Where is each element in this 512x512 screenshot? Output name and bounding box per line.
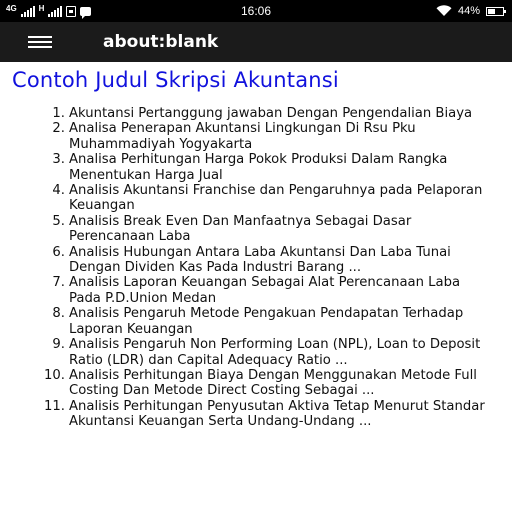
list-item-number: 11. (44, 398, 65, 414)
hamburger-menu-icon[interactable] (28, 36, 52, 48)
list-item-text: Analisis Perhitungan Biaya Dengan Menggunakan Metode Full Costing Dan Metode Direct Costing Sebagai ... (69, 367, 477, 399)
list-item (0, 214, 512, 245)
list-item-number: 6. (52, 244, 65, 260)
status-time: 16:06 (240, 4, 272, 18)
list-item-number: 10. (44, 367, 65, 383)
list-item (0, 121, 512, 152)
list-item-number: 3. (52, 152, 65, 168)
list-item-number: 2. (52, 121, 65, 137)
list-item-text: Analisis Perhitungan Penyusutan Aktiva Tetap Menurut Standar Akuntansi Keuangan Serta Undang-Undang ... (69, 398, 485, 430)
list-item (0, 275, 512, 306)
list-item-text: Analisis Break Even Dan Manfaatnya Sebagai Dasar Perencanaan Laba (69, 213, 412, 245)
list-item-number: 1. (52, 106, 65, 121)
list-item-text: Analisis Pengaruh Non Performing Loan (NPL), Loan to Deposit Ratio (LDR) dan Capital Adequacy Ratio ... (69, 337, 481, 368)
page-heading: Contoh Judul Skripsi Akuntansi (12, 68, 339, 92)
list-item-text: Analisa Penerapan Akuntansi Lingkungan Di Rsu Pku Muhammadiyah Yogyakarta (69, 121, 416, 152)
list-item (0, 183, 512, 214)
list-item (0, 306, 512, 337)
app-bar (0, 22, 512, 62)
list-item (0, 245, 512, 276)
status-bar (0, 0, 512, 22)
wifi-icon (436, 5, 452, 17)
list-item-text: Analisis Laporan Keuangan Sebagai Alat Perencanaan Laba Pada P.D.Union Medan (69, 275, 461, 306)
battery-icon (486, 7, 504, 16)
list-item-number: 7. (52, 275, 65, 291)
status-right (436, 0, 504, 22)
network-type-1: 4G (6, 3, 17, 13)
list-item-text: Akuntansi Pertanggung jawaban Dengan Pengendalian Biaya (69, 106, 473, 121)
list-item-number: 4. (52, 183, 65, 199)
web-content (0, 62, 512, 512)
list-item (0, 399, 512, 430)
list-item-text: Analisa Perhitungan Harga Pokok Produksi Dalam Rangka Menentukan Harga Jual (69, 152, 448, 183)
list-item-number: 8. (52, 306, 65, 322)
list-item-number: 5. (52, 213, 65, 229)
list-item-text: Analisis Pengaruh Metode Pengakuan Pendapatan Terhadap Laporan Keuangan (69, 306, 464, 337)
list-item (0, 337, 512, 368)
network-type-2: H (38, 3, 45, 13)
list-item (0, 368, 512, 399)
battery-percent: 44% (457, 5, 480, 17)
list-item-text: Analisis Akuntansi Franchise dan Pengaruhnya pada Pelaporan Keuangan (69, 183, 483, 214)
page-url-title: about:blank (103, 32, 219, 52)
thesis-title-list (0, 106, 512, 430)
list-item (0, 106, 512, 121)
list-item-text: Analisis Hubungan Antara Laba Akuntansi Dan Laba Tunai Dengan Dividen Kas Pada Industri Barang ... (69, 244, 451, 276)
list-item (0, 152, 512, 183)
list-item-number: 9. (52, 337, 65, 353)
